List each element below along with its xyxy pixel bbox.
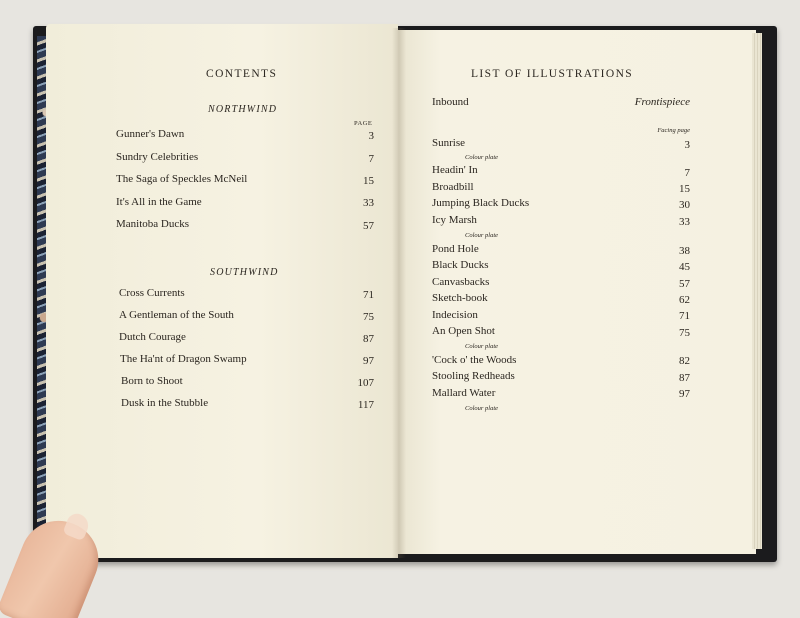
illustration-title: Indecision bbox=[432, 309, 478, 321]
colour-plate-note: Colour plate bbox=[465, 154, 499, 161]
toc-entry-page: 87 bbox=[363, 333, 374, 345]
toc-entry-page: 15 bbox=[363, 175, 374, 187]
facing-page-label: Facing page bbox=[657, 127, 690, 134]
toc-entry-page: 107 bbox=[357, 377, 374, 389]
illustration-title: Icy Marsh bbox=[432, 214, 477, 226]
toc-entry-page: 71 bbox=[363, 289, 374, 301]
illustration-page: 45 bbox=[679, 261, 690, 273]
illustration-title: An Open Shot bbox=[432, 325, 495, 337]
illustration-title: Sketch-book bbox=[432, 292, 488, 304]
toc-entry-title: It's All in the Game bbox=[116, 196, 202, 208]
toc-entry-page: 33 bbox=[363, 197, 374, 209]
toc-entry-title: A Gentleman of the South bbox=[119, 309, 234, 321]
toc-entry-title: Dusk in the Stubble bbox=[121, 397, 209, 409]
illustration-page: 87 bbox=[679, 372, 690, 384]
page-edges bbox=[752, 33, 762, 549]
illustration-page: 82 bbox=[679, 355, 690, 367]
illustration-page: 7 bbox=[684, 167, 690, 179]
frontispiece-label: Frontispiece bbox=[634, 96, 690, 108]
toc-entry-title: The Saga of Speckles McNeil bbox=[116, 173, 248, 185]
toc-entry-title: The Ha'nt of Dragon Swamp bbox=[120, 353, 247, 365]
illustration-page: 71 bbox=[679, 310, 690, 322]
illustration-title: Stooling Redheads bbox=[432, 370, 515, 382]
toc-entry-title: Gunner's Dawn bbox=[116, 128, 185, 140]
illustration-title: 'Cock o' the Woods bbox=[432, 354, 517, 366]
toc-entry-page: 117 bbox=[357, 399, 374, 411]
illustration-title: Broadbill bbox=[432, 181, 474, 193]
illustration-page: 30 bbox=[679, 199, 690, 211]
colour-plate-note: Colour plate bbox=[465, 343, 499, 350]
contents-title: CONTENTS bbox=[206, 68, 278, 80]
page-column-label: PAGE bbox=[354, 120, 373, 127]
toc-entry-page: 57 bbox=[363, 220, 374, 232]
toc-entry-page: 75 bbox=[363, 311, 374, 323]
illustrations-title: LIST OF ILLUSTRATIONS bbox=[471, 68, 634, 80]
illustration-page: 38 bbox=[679, 245, 690, 257]
illustration-page: 3 bbox=[684, 139, 690, 151]
book-gutter bbox=[392, 28, 406, 558]
illustration-page: 57 bbox=[679, 278, 690, 290]
illustration-title: Headin' In bbox=[432, 164, 478, 176]
frontispiece-title: Inbound bbox=[432, 96, 469, 108]
illustration-page: 15 bbox=[679, 183, 690, 195]
section-heading-southwind: SOUTHWIND bbox=[210, 267, 279, 278]
toc-entry-page: 7 bbox=[368, 153, 374, 165]
toc-entry-title: Dutch Courage bbox=[119, 331, 186, 343]
illustration-title: Canvasbacks bbox=[432, 276, 490, 288]
section-heading-northwind: NORTHWIND bbox=[208, 104, 278, 115]
illustration-title: Sunrise bbox=[432, 137, 465, 149]
toc-entry-title: Born to Shoot bbox=[121, 375, 183, 387]
illustration-page: 62 bbox=[679, 294, 690, 306]
toc-entry-page: 3 bbox=[368, 130, 374, 142]
illustration-title: Pond Hole bbox=[432, 243, 479, 255]
illustration-title: Black Ducks bbox=[432, 259, 489, 271]
colour-plate-note: Colour plate bbox=[465, 405, 499, 412]
colour-plate-note: Colour plate bbox=[465, 232, 499, 239]
illustration-title: Mallard Water bbox=[432, 387, 496, 399]
illustration-page: 97 bbox=[679, 388, 690, 400]
toc-entry-page: 97 bbox=[363, 355, 374, 367]
illustration-title: Jumping Black Ducks bbox=[432, 197, 530, 209]
toc-entry-title: Cross Currents bbox=[119, 287, 185, 299]
illustration-page: 75 bbox=[679, 327, 690, 339]
illustration-page: 33 bbox=[679, 216, 690, 228]
toc-entry-title: Sundry Celebrities bbox=[116, 151, 199, 163]
toc-entry-title: Manitoba Ducks bbox=[116, 218, 190, 230]
